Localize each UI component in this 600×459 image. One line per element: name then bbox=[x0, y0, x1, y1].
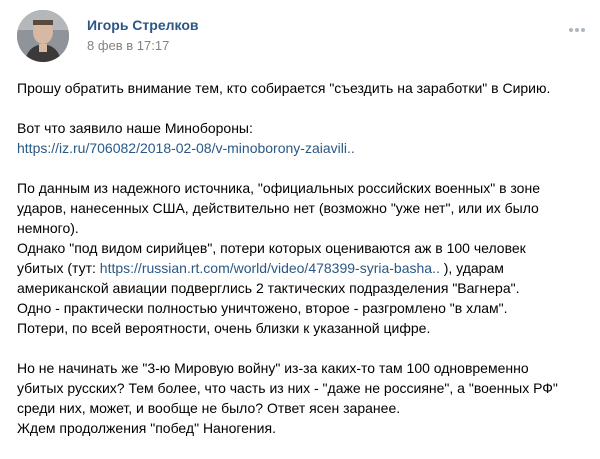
text-fragment: ), ударам bbox=[439, 260, 504, 276]
text-line: Одно - практически полностью уничтожено, второе - разгромлено "в хлам". bbox=[17, 300, 508, 316]
text-line: Потери, по всей вероятности, очень близки к указанной цифре. bbox=[17, 320, 431, 336]
author-name-link[interactable]: Игорь Стрелков bbox=[87, 17, 199, 33]
ellipsis-icon[interactable] bbox=[568, 26, 586, 34]
post-text bbox=[17, 78, 587, 438]
text-line bbox=[17, 138, 587, 158]
text-fragment: убитых (тут: bbox=[17, 260, 100, 276]
text-line: Однако "под видом сирийцев", потери которых оцениваются аж в 100 человек bbox=[17, 240, 526, 256]
text-line: американской авиации подверглись 2 тактических подразделения "Вагнера". bbox=[17, 280, 520, 296]
text-line: убитых русских? Тем более, что часть из них - "даже не россияне", а "военных РФ" bbox=[17, 380, 558, 396]
text-line: По данным из надежного источника, "официальных российских военных" в зоне bbox=[17, 180, 540, 196]
author-avatar[interactable] bbox=[17, 10, 69, 62]
text-line: ударов, нанесенных США, действительно нет (возможно "уже нет", или их было bbox=[17, 200, 539, 216]
post-header bbox=[0, 0, 600, 70]
text-line: Но не начинать же "3-ю Мировую войну" из-за каких-то там 100 одновременно bbox=[17, 360, 529, 376]
text-line: Вот что заявило наше Минобороны: bbox=[17, 120, 253, 136]
text-line bbox=[17, 258, 587, 278]
avatar-photo-icon bbox=[17, 10, 69, 62]
izvestia-link[interactable]: https://iz.ru/706082/2018-02-08/v-minoborony-zaiavili.. bbox=[17, 140, 355, 156]
text-line: Прошу обратить внимание тем, кто собирается "съездить на заработки" в Сирию. bbox=[17, 80, 551, 96]
text-line: немного). bbox=[17, 220, 79, 236]
rt-link[interactable]: https://russian.rt.com/world/video/478399-syria-basha.. bbox=[99, 260, 440, 276]
text-line: среди них, может, и вообще не было? Ответ ясен заранее. bbox=[17, 400, 401, 416]
text-line: Ждем продолжения "побед" Наногения. bbox=[17, 420, 276, 436]
post-date-link[interactable]: 8 фев в 17:17 bbox=[87, 38, 170, 53]
